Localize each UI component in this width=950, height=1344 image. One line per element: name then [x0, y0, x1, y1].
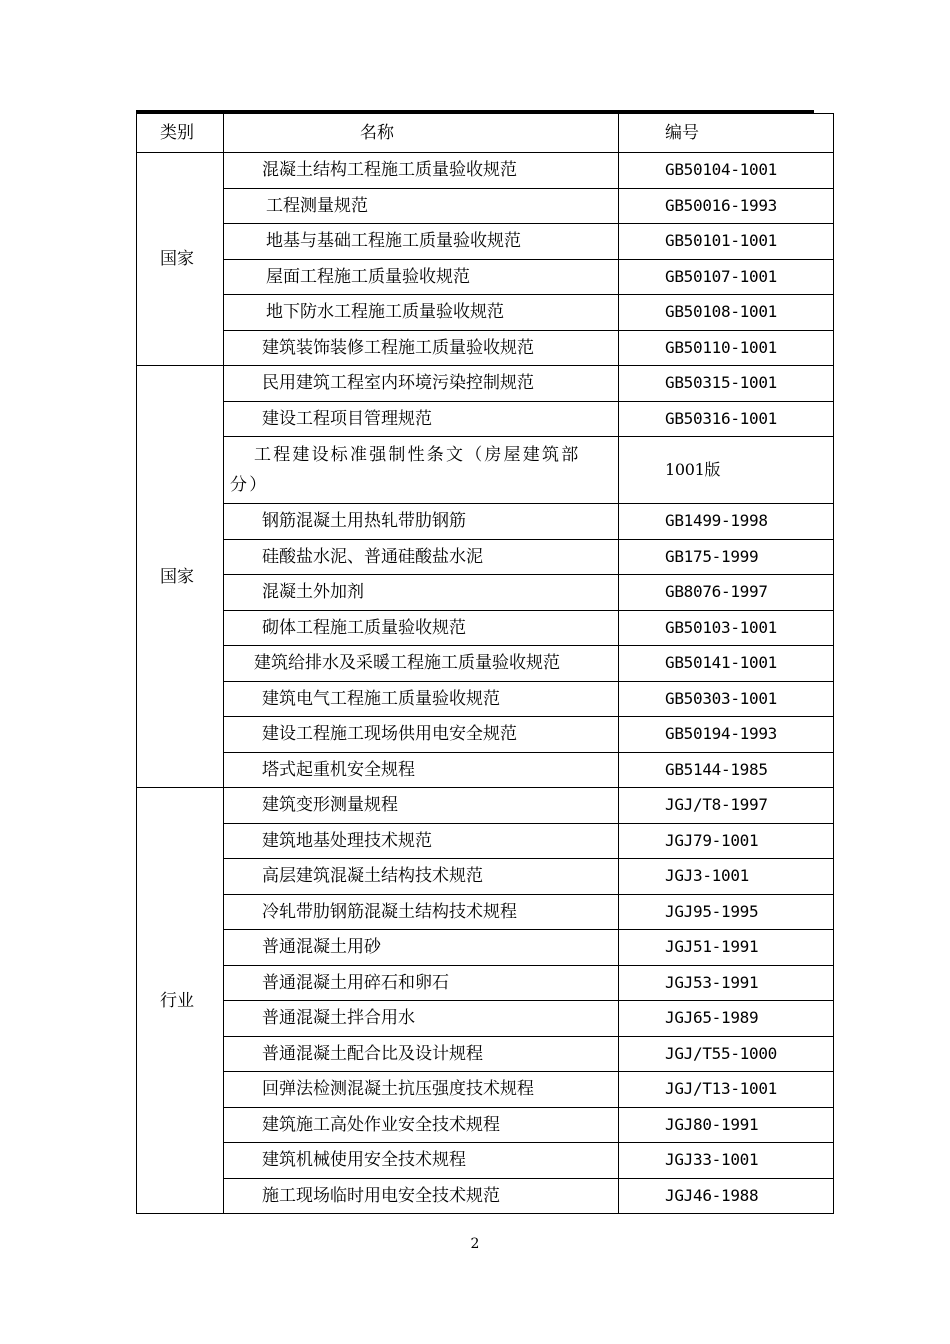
standard-code: JGJ3-1001 — [619, 859, 834, 895]
standard-name: 地下防水工程施工质量验收规范 — [224, 295, 619, 331]
table-row — [137, 610, 834, 646]
standard-name-line-2: 分） — [230, 475, 269, 495]
table-row — [137, 259, 834, 295]
table-row — [137, 575, 834, 611]
standards-table — [136, 113, 834, 1214]
standard-name: 建筑地基处理技术规范 — [224, 823, 619, 859]
standard-code: GB50315-1001 — [619, 366, 834, 402]
standard-name: 民用建筑工程室内环境污染控制规范 — [224, 366, 619, 402]
table-row — [137, 295, 834, 331]
table-row — [137, 965, 834, 1001]
standard-code: GB50107-1001 — [619, 259, 834, 295]
standard-code: JGJ/T55-1000 — [619, 1036, 834, 1072]
standard-name: 回弹法检测混凝土抗压强度技术规程 — [224, 1072, 619, 1108]
standard-code: GB50101-1001 — [619, 224, 834, 260]
standard-code: GB50303-1001 — [619, 681, 834, 717]
standard-code: JGJ/T13-1001 — [619, 1072, 834, 1108]
table-row — [137, 366, 834, 402]
standard-name: 建设工程施工现场供用电安全规范 — [224, 717, 619, 753]
standard-name: 普通混凝土用砂 — [224, 930, 619, 966]
standard-code: GB50016-1993 — [619, 188, 834, 224]
standard-code: 1001版 — [619, 437, 834, 504]
table-row — [137, 717, 834, 753]
table-row — [137, 823, 834, 859]
standard-code: GB5144-1985 — [619, 752, 834, 788]
standard-name: 建筑变形测量规程 — [224, 788, 619, 824]
header-code: 编号 — [619, 114, 834, 153]
standard-name: 普通混凝土用碎石和卵石 — [224, 965, 619, 1001]
standard-name: 建筑装饰装修工程施工质量验收规范 — [224, 330, 619, 366]
standard-name: 屋面工程施工质量验收规范 — [224, 259, 619, 295]
standard-name: 高层建筑混凝土结构技术规范 — [224, 859, 619, 895]
table-row — [137, 188, 834, 224]
category-cell: 行业 — [137, 788, 224, 1214]
standard-code: JGJ51-1991 — [619, 930, 834, 966]
page-number: 2 — [470, 1236, 480, 1252]
standard-name: 建筑施工高处作业安全技术规程 — [224, 1107, 619, 1143]
standard-code: GB50108-1001 — [619, 295, 834, 331]
standard-code: GB50104-1001 — [619, 153, 834, 189]
table-row — [137, 1107, 834, 1143]
standard-name: 施工现场临时用电安全技术规范 — [224, 1178, 619, 1214]
standard-name: 硅酸盐水泥、普通硅酸盐水泥 — [224, 539, 619, 575]
table-row — [137, 788, 834, 824]
standard-code: GB1499-1998 — [619, 504, 834, 540]
table-row — [137, 646, 834, 682]
table-row — [137, 1072, 834, 1108]
standard-name: 混凝土外加剂 — [224, 575, 619, 611]
table-row — [137, 330, 834, 366]
standard-code: GB50141-1001 — [619, 646, 834, 682]
table-row — [137, 752, 834, 788]
header-name: 名称 — [224, 114, 619, 153]
table-row — [137, 1036, 834, 1072]
standard-code: GB50110-1001 — [619, 330, 834, 366]
standard-name: 普通混凝土拌合用水 — [224, 1001, 619, 1037]
category-cell: 国家 — [137, 366, 224, 788]
standard-name: 建筑机械使用安全技术规程 — [224, 1143, 619, 1179]
standard-name: 建筑电气工程施工质量验收规范 — [224, 681, 619, 717]
standard-name — [224, 437, 619, 504]
standard-name: 混凝土结构工程施工质量验收规范 — [224, 153, 619, 189]
standard-code: GB50194-1993 — [619, 717, 834, 753]
table-row — [137, 1001, 834, 1037]
standard-code: JGJ46-1988 — [619, 1178, 834, 1214]
standard-name: 普通混凝土配合比及设计规程 — [224, 1036, 619, 1072]
standard-code: JGJ33-1001 — [619, 1143, 834, 1179]
standard-code: GB50316-1001 — [619, 401, 834, 437]
table-row — [137, 224, 834, 260]
standard-name-line-1: 工程建设标准强制性条文（房屋建筑部 — [254, 445, 581, 465]
table-row — [137, 504, 834, 540]
standard-code: JGJ79-1001 — [619, 823, 834, 859]
standard-code: GB175-1999 — [619, 539, 834, 575]
header-category: 类别 — [137, 114, 224, 153]
standard-name: 钢筋混凝土用热轧带肋钢筋 — [224, 504, 619, 540]
table-row — [137, 930, 834, 966]
standard-name: 地基与基础工程施工质量验收规范 — [224, 224, 619, 260]
table-row — [137, 681, 834, 717]
standard-name: 工程测量规范 — [224, 188, 619, 224]
standard-name: 塔式起重机安全规程 — [224, 752, 619, 788]
table-row — [137, 1178, 834, 1214]
table-row — [137, 1143, 834, 1179]
table-row — [137, 539, 834, 575]
standard-code: JGJ65-1989 — [619, 1001, 834, 1037]
table-row — [137, 437, 834, 504]
standard-code: GB50103-1001 — [619, 610, 834, 646]
standard-code: JGJ/T8-1997 — [619, 788, 834, 824]
standard-name: 建筑给排水及采暖工程施工质量验收规范 — [224, 646, 619, 682]
category-cell: 国家 — [137, 153, 224, 366]
standard-name: 建设工程项目管理规范 — [224, 401, 619, 437]
standard-code: JGJ80-1991 — [619, 1107, 834, 1143]
standard-code: GB8076-1997 — [619, 575, 834, 611]
standard-name: 冷轧带肋钢筋混凝土结构技术规程 — [224, 894, 619, 930]
standard-code: JGJ95-1995 — [619, 894, 834, 930]
table-header-row — [137, 114, 834, 153]
table-row — [137, 859, 834, 895]
standard-code: JGJ53-1991 — [619, 965, 834, 1001]
table-row — [137, 401, 834, 437]
table-row — [137, 894, 834, 930]
table-row — [137, 153, 834, 189]
standard-name: 砌体工程施工质量验收规范 — [224, 610, 619, 646]
